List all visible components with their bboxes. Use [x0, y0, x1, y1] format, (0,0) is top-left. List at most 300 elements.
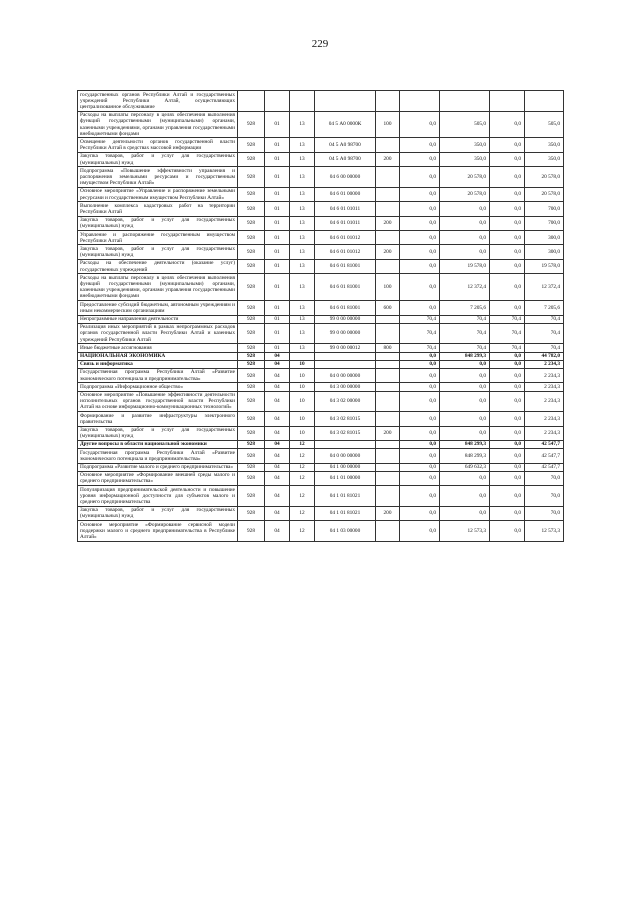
row-name-cell: Подпрограмма «Информационное общество» [78, 383, 238, 391]
target-article-cell: 04 6 01 00000 [315, 187, 376, 201]
amount-cell-2: 0,0 [440, 426, 490, 440]
target-article-cell: 04 6 01 01012 [315, 245, 376, 259]
podrazdel-cell: 13 [290, 344, 315, 352]
podrazdel-cell: 13 [290, 138, 315, 152]
target-article-cell [315, 440, 376, 448]
grbs-cell: 928 [238, 412, 265, 426]
podrazdel-cell: 13 [290, 259, 315, 273]
amount-cell-3: 0,0 [490, 259, 525, 273]
amount-cell-2: 12 372,4 [440, 274, 490, 301]
row-name-cell: Предоставление субсидий бюджетным, автономным учреждениям и иным некоммерческим организациям [78, 301, 238, 315]
grbs-cell: 928 [238, 352, 265, 360]
amount-cell-1: 0,0 [400, 138, 440, 152]
razdel-cell: 01 [265, 315, 290, 323]
razdel-cell: 01 [265, 344, 290, 352]
grbs-cell: 928 [238, 323, 265, 344]
target-article-cell: 04 1 00 00000 [315, 463, 376, 471]
table-row [78, 301, 564, 315]
amount-cell-1: 70,4 [400, 344, 440, 352]
amount-cell-1 [400, 91, 440, 112]
podrazdel-cell: 10 [290, 383, 315, 391]
amount-cell-2: 20 578,0 [440, 167, 490, 188]
row-name-cell: Подпрограмма «Развитие малого и среднего предпринимательства» [78, 463, 238, 471]
amount-cell-4: 350,0 [525, 138, 564, 152]
expense-type-cell: 200 [376, 426, 400, 440]
razdel-cell: 04 [265, 391, 290, 412]
target-article-cell: 04 5 А0 0000К [315, 111, 376, 138]
amount-cell-2: 0,0 [440, 486, 490, 507]
target-article-cell: 04 0 00 00000 [315, 368, 376, 382]
podrazdel-cell: 13 [290, 152, 315, 166]
amount-cell-3: 0,0 [490, 521, 525, 542]
grbs-cell: 928 [238, 344, 265, 352]
podrazdel-cell: 13 [290, 167, 315, 188]
podrazdel-cell [290, 91, 315, 112]
target-article-cell: 04 1 01 81021 [315, 486, 376, 507]
amount-cell-2: 848 299,3 [440, 440, 490, 448]
table-row [78, 274, 564, 301]
podrazdel-cell: 13 [290, 315, 315, 323]
amount-cell-4: 700,0 [525, 216, 564, 230]
amount-cell-2: 0,0 [440, 360, 490, 368]
podrazdel-cell: 13 [290, 231, 315, 245]
amount-cell-4: 300,0 [525, 231, 564, 245]
grbs-cell: 928 [238, 426, 265, 440]
amount-cell-1: 0,0 [400, 440, 440, 448]
table-row [78, 440, 564, 448]
amount-cell-3: 0,0 [490, 440, 525, 448]
amount-cell-2: 7 205,6 [440, 301, 490, 315]
amount-cell-2: 0,0 [440, 471, 490, 485]
table-row [78, 368, 564, 382]
amount-cell-3: 0,0 [490, 412, 525, 426]
razdel-cell [265, 91, 290, 112]
amount-cell-2 [440, 91, 490, 112]
amount-cell-4: 2 234,3 [525, 383, 564, 391]
razdel-cell: 04 [265, 426, 290, 440]
grbs-cell: 928 [238, 463, 265, 471]
amount-cell-1: 0,0 [400, 216, 440, 230]
table-row [78, 167, 564, 188]
grbs-cell: 928 [238, 440, 265, 448]
expense-type-cell [376, 383, 400, 391]
razdel-cell: 01 [265, 231, 290, 245]
amount-cell-3: 0,0 [490, 360, 525, 368]
row-name-cell: Закупка товаров, работ и услуг для государственных (муниципальных) нужд [78, 426, 238, 440]
amount-cell-2: 505,0 [440, 111, 490, 138]
amount-cell-1: 0,0 [400, 391, 440, 412]
table-row [78, 91, 564, 112]
expense-type-cell [376, 167, 400, 188]
budget-table [77, 90, 564, 542]
table-row [78, 315, 564, 323]
podrazdel-cell: 12 [290, 486, 315, 507]
podrazdel-cell: 10 [290, 360, 315, 368]
amount-cell-1: 0,0 [400, 352, 440, 360]
amount-cell-2: 19 578,0 [440, 259, 490, 273]
row-name-cell: Закупка товаров, работ и услуг для государственных (муниципальных) нужд [78, 506, 238, 520]
table-row [78, 202, 564, 216]
amount-cell-4: 2 234,3 [525, 391, 564, 412]
podrazdel-cell: 13 [290, 274, 315, 301]
amount-cell-4: 42 547,7 [525, 440, 564, 448]
expense-type-cell: 100 [376, 111, 400, 138]
amount-cell-2: 848 299,3 [440, 352, 490, 360]
amount-cell-3: 0,0 [490, 138, 525, 152]
amount-cell-1: 0,0 [400, 259, 440, 273]
razdel-cell: 04 [265, 449, 290, 463]
target-article-cell: 04 6 01 81001 [315, 301, 376, 315]
razdel-cell: 04 [265, 412, 290, 426]
amount-cell-2: 70,4 [440, 344, 490, 352]
target-article-cell: 04 1 03 00000 [315, 521, 376, 542]
grbs-cell: 928 [238, 187, 265, 201]
amount-cell-4: 70,0 [525, 486, 564, 507]
amount-cell-1: 0,0 [400, 231, 440, 245]
row-name-cell: Закупка товаров, работ и услуг для государственных (муниципальных) нужд [78, 216, 238, 230]
amount-cell-1: 70,4 [400, 323, 440, 344]
table-row [78, 344, 564, 352]
amount-cell-4: 42 547,7 [525, 449, 564, 463]
amount-cell-4: 700,0 [525, 202, 564, 216]
expense-type-cell [376, 352, 400, 360]
row-name-cell: Основное мероприятие «Формирование внешней среды малого и среднего предпринимательства» [78, 471, 238, 485]
target-article-cell: 99 0 00 00000 [315, 323, 376, 344]
target-article-cell: 04 6 01 81001 [315, 274, 376, 301]
target-article-cell: 04 6 00 00000 [315, 167, 376, 188]
amount-cell-1: 0,0 [400, 274, 440, 301]
amount-cell-3: 0,0 [490, 471, 525, 485]
grbs-cell: 928 [238, 521, 265, 542]
row-name-cell: Закупка товаров, работ и услуг для государственных (муниципальных) нужд [78, 245, 238, 259]
expense-type-cell [376, 202, 400, 216]
razdel-cell: 01 [265, 259, 290, 273]
amount-cell-3: 0,0 [490, 245, 525, 259]
amount-cell-2: 70,4 [440, 323, 490, 344]
amount-cell-1: 0,0 [400, 412, 440, 426]
razdel-cell: 04 [265, 521, 290, 542]
target-article-cell [315, 91, 376, 112]
amount-cell-3: 0,0 [490, 216, 525, 230]
amount-cell-4: 350,0 [525, 152, 564, 166]
target-article-cell: 04 5 А0 98700 [315, 138, 376, 152]
expense-type-cell: 200 [376, 506, 400, 520]
table-row [78, 259, 564, 273]
amount-cell-2: 70,4 [440, 315, 490, 323]
expense-type-cell [376, 449, 400, 463]
podrazdel-cell: 13 [290, 216, 315, 230]
podrazdel-cell: 10 [290, 391, 315, 412]
razdel-cell: 01 [265, 202, 290, 216]
expense-type-cell [376, 463, 400, 471]
grbs-cell: 928 [238, 259, 265, 273]
amount-cell-4: 70,4 [525, 323, 564, 344]
grbs-cell: 928 [238, 391, 265, 412]
table-row [78, 521, 564, 542]
podrazdel-cell: 10 [290, 368, 315, 382]
amount-cell-4: 44 782,0 [525, 352, 564, 360]
razdel-cell: 01 [265, 274, 290, 301]
amount-cell-1: 0,0 [400, 486, 440, 507]
amount-cell-2: 350,0 [440, 138, 490, 152]
row-name-cell: НАЦИОНАЛЬНАЯ ЭКОНОМИКА [78, 352, 238, 360]
table-row [78, 111, 564, 138]
grbs-cell [238, 91, 265, 112]
expense-type-cell: 200 [376, 216, 400, 230]
podrazdel-cell: 10 [290, 426, 315, 440]
expense-type-cell [376, 91, 400, 112]
table-row [78, 231, 564, 245]
expense-type-cell [376, 138, 400, 152]
amount-cell-3: 0,0 [490, 111, 525, 138]
target-article-cell: 04 0 00 00000 [315, 449, 376, 463]
amount-cell-3: 0,0 [490, 449, 525, 463]
grbs-cell: 928 [238, 274, 265, 301]
grbs-cell: 928 [238, 231, 265, 245]
razdel-cell: 01 [265, 187, 290, 201]
podrazdel-cell: 12 [290, 521, 315, 542]
expense-type-cell [376, 323, 400, 344]
amount-cell-3 [490, 91, 525, 112]
target-article-cell: 04 6 01 01011 [315, 202, 376, 216]
razdel-cell: 01 [265, 152, 290, 166]
podrazdel-cell: 13 [290, 245, 315, 259]
amount-cell-4: 70,4 [525, 315, 564, 323]
amount-cell-3: 0,0 [490, 391, 525, 412]
amount-cell-3: 0,0 [490, 463, 525, 471]
amount-cell-1: 0,0 [400, 187, 440, 201]
amount-cell-4: 2 234,3 [525, 412, 564, 426]
amount-cell-1: 0,0 [400, 167, 440, 188]
row-name-cell: Расходы на выплаты персоналу в целях обеспечения выполнения функций государственными (муниципальными) органами, казенными учреждениями, органами управления государственными внебюджетными фондами [78, 111, 238, 138]
grbs-cell: 928 [238, 383, 265, 391]
razdel-cell: 04 [265, 506, 290, 520]
amount-cell-1: 0,0 [400, 245, 440, 259]
table-row [78, 360, 564, 368]
amount-cell-2: 0,0 [440, 383, 490, 391]
amount-cell-2: 0,0 [440, 368, 490, 382]
amount-cell-4: 20 578,0 [525, 167, 564, 188]
grbs-cell: 928 [238, 486, 265, 507]
target-article-cell: 04 6 01 01012 [315, 231, 376, 245]
table-row [78, 412, 564, 426]
grbs-cell: 928 [238, 301, 265, 315]
razdel-cell: 04 [265, 463, 290, 471]
grbs-cell: 928 [238, 216, 265, 230]
table-row [78, 216, 564, 230]
podrazdel-cell: 13 [290, 111, 315, 138]
target-article-cell: 04 6 01 81001 [315, 259, 376, 273]
target-article-cell: 04 3 00 00000 [315, 383, 376, 391]
razdel-cell: 01 [265, 301, 290, 315]
amount-cell-3: 0,0 [490, 383, 525, 391]
amount-cell-2: 350,0 [440, 152, 490, 166]
amount-cell-3: 70,4 [490, 344, 525, 352]
amount-cell-1: 0,0 [400, 521, 440, 542]
amount-cell-4: 7 205,6 [525, 301, 564, 315]
podrazdel-cell: 12 [290, 440, 315, 448]
row-name-cell: Выполнение комплекса кадастровых работ на территории Республики Алтай [78, 202, 238, 216]
razdel-cell: 01 [265, 167, 290, 188]
expense-type-cell [376, 391, 400, 412]
razdel-cell: 01 [265, 245, 290, 259]
grbs-cell: 928 [238, 449, 265, 463]
row-name-cell: Непрограммные направления деятельности [78, 315, 238, 323]
grbs-cell: 928 [238, 315, 265, 323]
table-row [78, 463, 564, 471]
razdel-cell: 01 [265, 323, 290, 344]
row-name-cell: государственных органов Республики Алтай и государственных учреждений Республики Алтай, осуществляющих централизованное обслуживание [78, 91, 238, 112]
expense-type-cell: 600 [376, 301, 400, 315]
target-article-cell: 04 5 А0 98700 [315, 152, 376, 166]
podrazdel-cell: 12 [290, 463, 315, 471]
expense-type-cell [376, 315, 400, 323]
row-name-cell: Расходы на выплаты персоналу в целях обеспечения выполнения функций государственными (муниципальными) органами, казенными учреждениями, органами управления государственными внебюджетными фондами [78, 274, 238, 301]
razdel-cell: 04 [265, 383, 290, 391]
amount-cell-1: 0,0 [400, 506, 440, 520]
table-row [78, 426, 564, 440]
table-row [78, 352, 564, 360]
expense-type-cell: 100 [376, 274, 400, 301]
amount-cell-3: 0,0 [490, 187, 525, 201]
table-row [78, 138, 564, 152]
razdel-cell: 01 [265, 216, 290, 230]
grbs-cell: 928 [238, 111, 265, 138]
razdel-cell: 04 [265, 352, 290, 360]
podrazdel-cell: 13 [290, 187, 315, 201]
amount-cell-1: 0,0 [400, 383, 440, 391]
amount-cell-1: 0,0 [400, 111, 440, 138]
amount-cell-1: 0,0 [400, 301, 440, 315]
table-row [78, 152, 564, 166]
amount-cell-4: 300,0 [525, 245, 564, 259]
amount-cell-1: 0,0 [400, 202, 440, 216]
amount-cell-2: 0,0 [440, 245, 490, 259]
row-name-cell: Реализация иных мероприятий в рамках непрограммных расходов органов государственной власти Республики Алтай и казенных учреждений Республики Алтай [78, 323, 238, 344]
row-name-cell: Закупка товаров, работ и услуг для государственных (муниципальных) нужд [78, 152, 238, 166]
expense-type-cell: 200 [376, 245, 400, 259]
razdel-cell: 04 [265, 360, 290, 368]
target-article-cell [315, 360, 376, 368]
razdel-cell: 01 [265, 111, 290, 138]
row-name-cell: Государственная программа Республики Алтай «Развитие экономического потенциала и предпринимательства» [78, 449, 238, 463]
table-row [78, 486, 564, 507]
target-article-cell [315, 352, 376, 360]
target-article-cell: 04 1 01 81021 [315, 506, 376, 520]
target-article-cell: 04 1 01 00000 [315, 471, 376, 485]
row-name-cell: Связь и информатика [78, 360, 238, 368]
expense-type-cell [376, 440, 400, 448]
podrazdel-cell: 12 [290, 449, 315, 463]
razdel-cell: 04 [265, 486, 290, 507]
amount-cell-3: 0,0 [490, 202, 525, 216]
amount-cell-4: 70,0 [525, 471, 564, 485]
expense-type-cell [376, 360, 400, 368]
razdel-cell: 04 [265, 471, 290, 485]
expense-type-cell [376, 471, 400, 485]
expense-type-cell [376, 368, 400, 382]
grbs-cell: 928 [238, 167, 265, 188]
amount-cell-3: 70,4 [490, 323, 525, 344]
row-name-cell: Управление и распоряжение государственным имуществом Республики Алтай [78, 231, 238, 245]
razdel-cell: 04 [265, 368, 290, 382]
amount-cell-3: 0,0 [490, 231, 525, 245]
amount-cell-1: 0,0 [400, 360, 440, 368]
amount-cell-2: 0,0 [440, 506, 490, 520]
amount-cell-4: 19 578,0 [525, 259, 564, 273]
table-row [78, 383, 564, 391]
table-row [78, 391, 564, 412]
amount-cell-1: 0,0 [400, 152, 440, 166]
podrazdel-cell: 13 [290, 301, 315, 315]
amount-cell-2: 0,0 [440, 412, 490, 426]
amount-cell-3: 0,0 [490, 274, 525, 301]
podrazdel-cell [290, 352, 315, 360]
grbs-cell: 928 [238, 138, 265, 152]
amount-cell-4: 2 234,3 [525, 360, 564, 368]
amount-cell-2: 0,0 [440, 231, 490, 245]
grbs-cell: 928 [238, 152, 265, 166]
row-name-cell: Другие вопросы в области национальной экономики [78, 440, 238, 448]
table-row [78, 187, 564, 201]
amount-cell-4: 12 573,3 [525, 521, 564, 542]
grbs-cell: 928 [238, 368, 265, 382]
podrazdel-cell: 10 [290, 412, 315, 426]
expense-type-cell [376, 486, 400, 507]
table-row [78, 323, 564, 344]
amount-cell-3: 0,0 [490, 301, 525, 315]
podrazdel-cell: 12 [290, 471, 315, 485]
amount-cell-3: 0,0 [490, 368, 525, 382]
amount-cell-2: 0,0 [440, 216, 490, 230]
amount-cell-3: 70,4 [490, 315, 525, 323]
amount-cell-2: 0,0 [440, 202, 490, 216]
podrazdel-cell: 13 [290, 202, 315, 216]
table-row [78, 449, 564, 463]
amount-cell-3: 0,0 [490, 486, 525, 507]
row-name-cell: Подпрограмма «Повышение эффективности управления и распоряжения земельными ресурсами и государственным имуществом Республики Алтай» [78, 167, 238, 188]
amount-cell-3: 0,0 [490, 426, 525, 440]
amount-cell-4 [525, 91, 564, 112]
amount-cell-3: 0,0 [490, 506, 525, 520]
amount-cell-4: 2 234,3 [525, 426, 564, 440]
target-article-cell: 04 3 02 81015 [315, 426, 376, 440]
podrazdel-cell: 12 [290, 506, 315, 520]
expense-type-cell [376, 231, 400, 245]
amount-cell-4: 505,0 [525, 111, 564, 138]
amount-cell-4: 70,0 [525, 506, 564, 520]
razdel-cell: 04 [265, 440, 290, 448]
amount-cell-2: 12 573,3 [440, 521, 490, 542]
expense-type-cell [376, 187, 400, 201]
row-name-cell: Государственная программа Республики Алтай «Развитие экономического потенциала и предпринимательства» [78, 368, 238, 382]
row-name-cell: Основное мероприятие «Формирование сервисной модели поддержки малого и среднего предпринимательства в Республике Алтай» [78, 521, 238, 542]
row-name-cell: Основное мероприятие «Управление и распоряжение земельными ресурсами и государственным имуществом Республики Алтай» [78, 187, 238, 201]
expense-type-cell: 800 [376, 344, 400, 352]
amount-cell-4: 70,4 [525, 344, 564, 352]
row-name-cell: Формирование и развитие инфраструктуры электронного правительства [78, 412, 238, 426]
page-number: 229 [311, 38, 329, 50]
amount-cell-1: 0,0 [400, 449, 440, 463]
row-name-cell: Освещение деятельности органов государственной власти Республики Алтай в средствах массовой информации [78, 138, 238, 152]
row-name-cell: Популяризация предпринимательской деятельности и повышение уровня информационной доступности для субъектов малого и среднего предпринимательства [78, 486, 238, 507]
target-article-cell: 04 6 01 01011 [315, 216, 376, 230]
amount-cell-4: 42 547,7 [525, 463, 564, 471]
amount-cell-1: 0,0 [400, 471, 440, 485]
amount-cell-4: 2 234,3 [525, 368, 564, 382]
row-name-cell: Расходы на обеспечение деятельности (оказание услуг) государственных учреждений [78, 259, 238, 273]
table-row [78, 245, 564, 259]
